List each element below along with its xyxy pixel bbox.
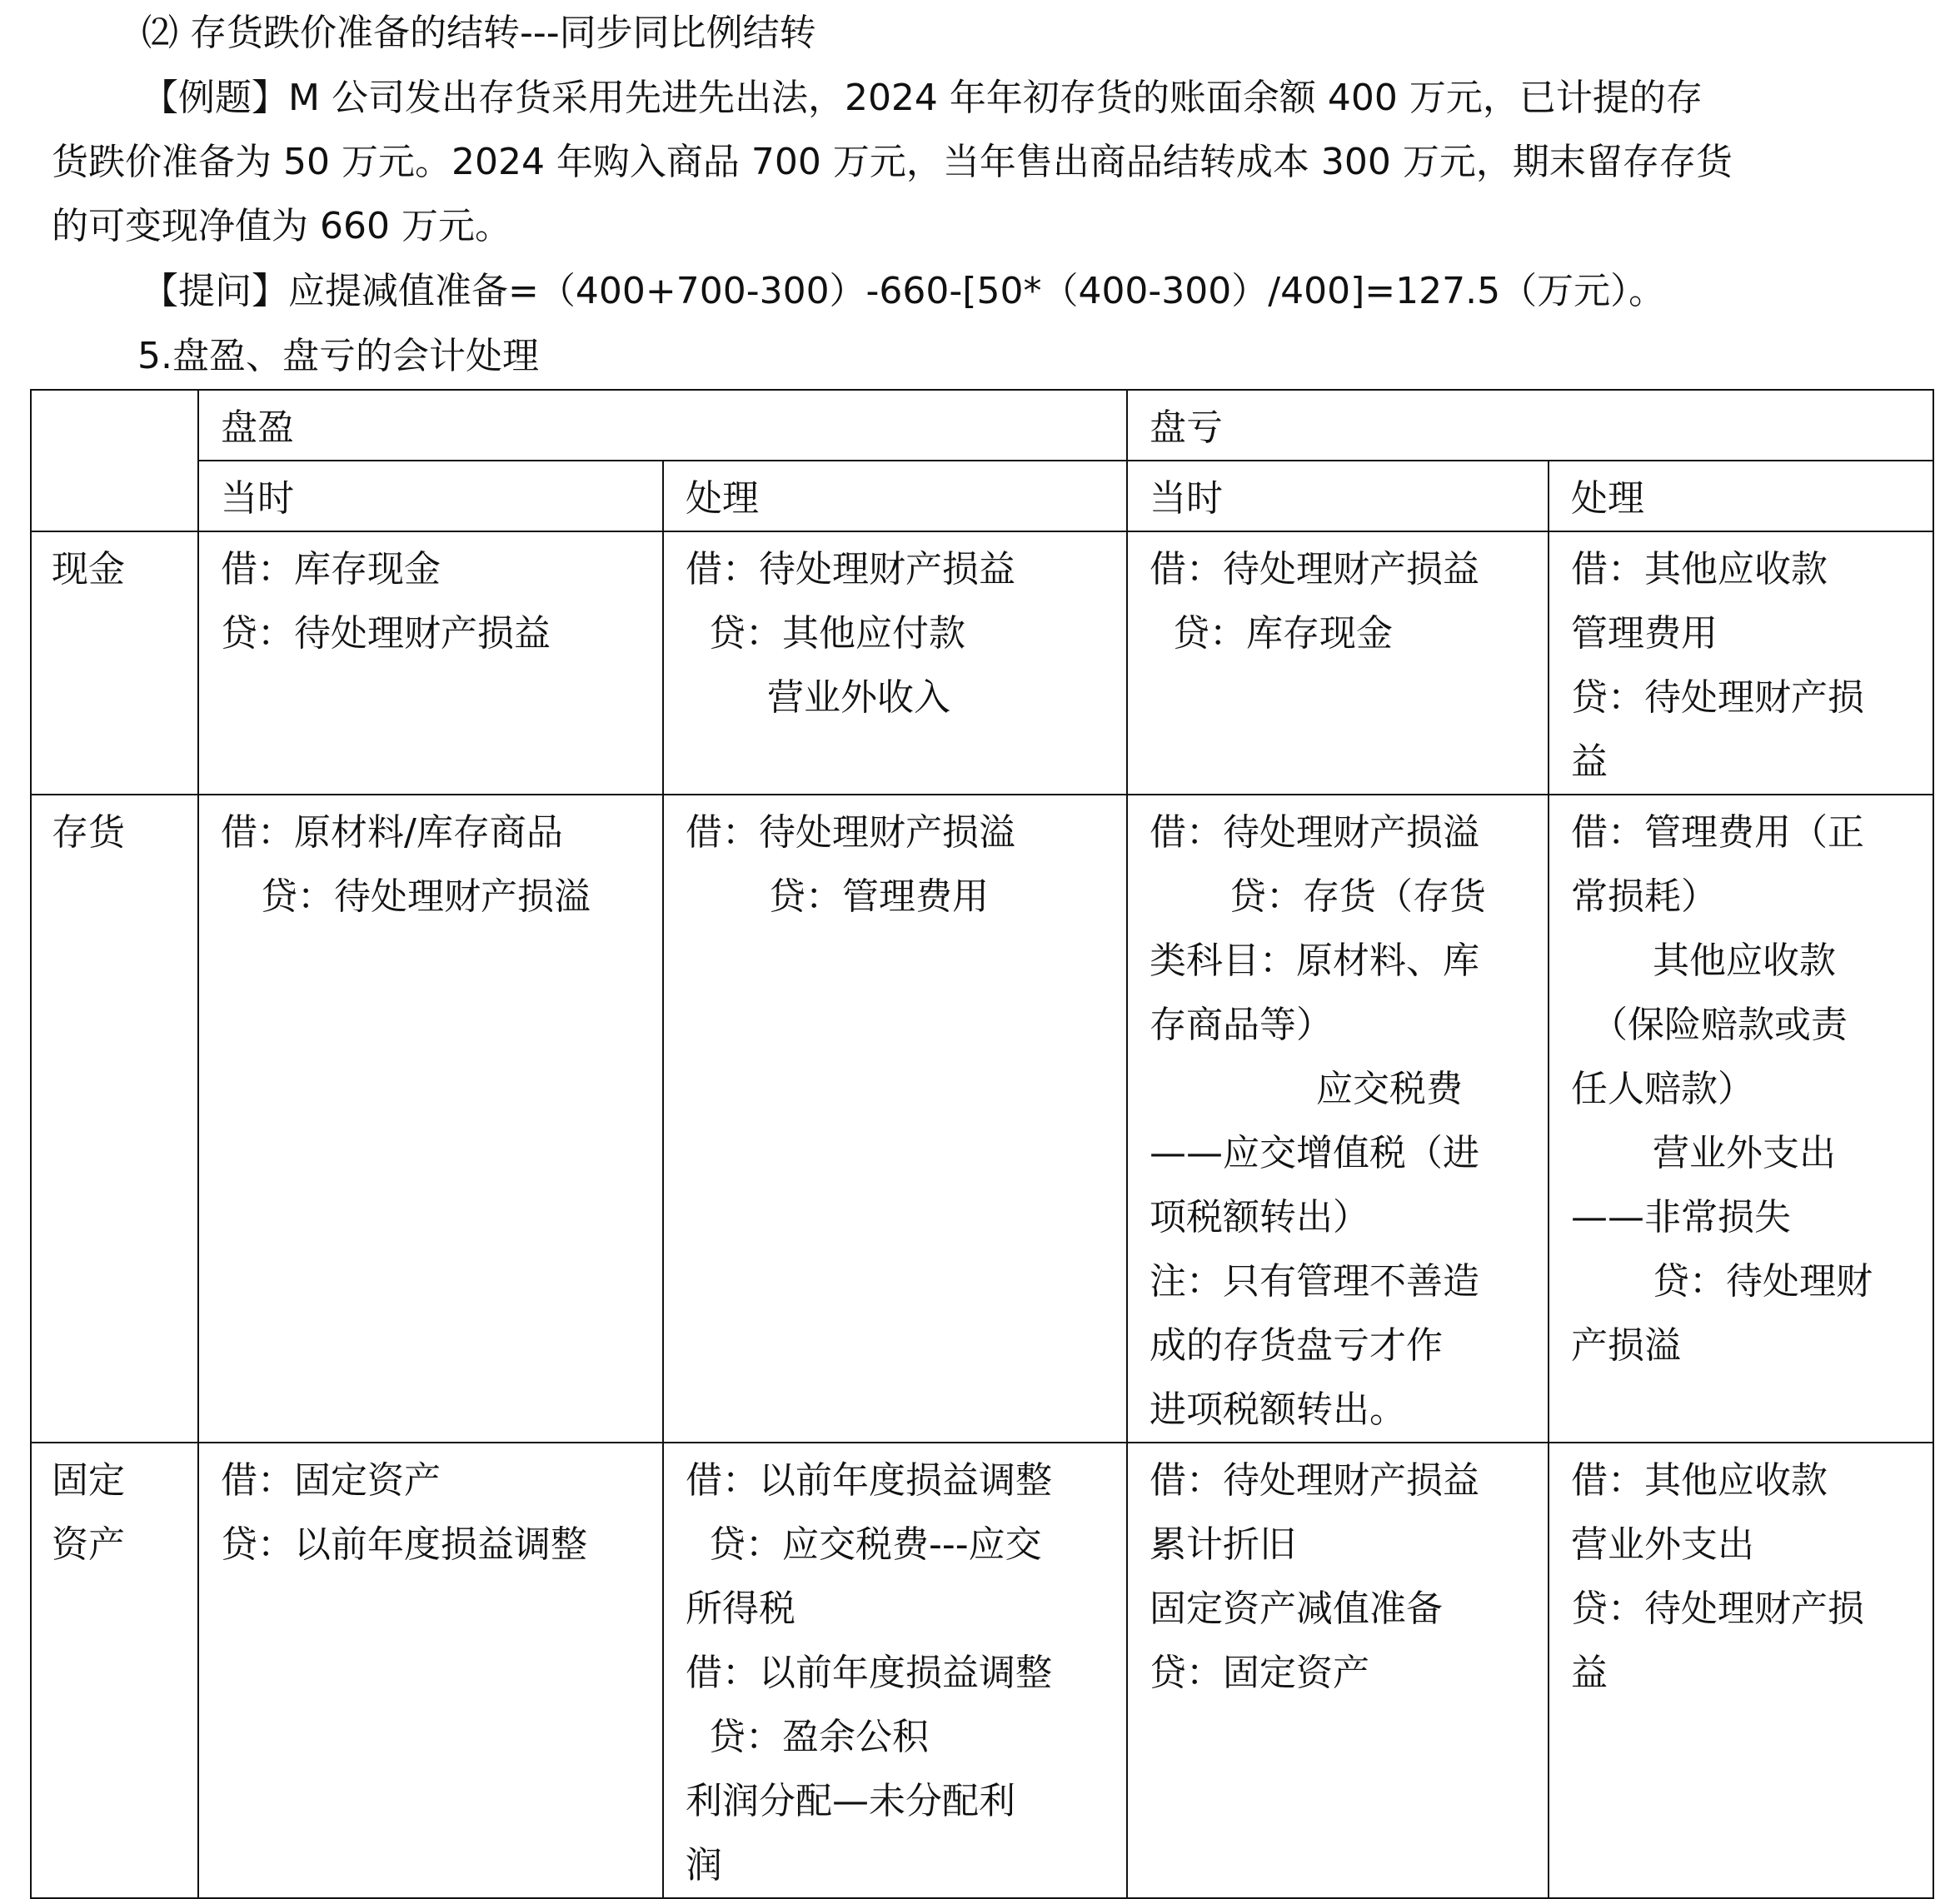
entry-line: ——应交增值税（进 (1150, 1132, 1479, 1174)
entry-line: 贷：以前年度损益调整 (221, 1523, 587, 1566)
entry-line: 借：待处理财产损溢 (1150, 811, 1479, 854)
header-surplus: 盘盈 (198, 390, 1127, 461)
entry-line: 借：固定资产 (221, 1459, 441, 1502)
subheader-loss-at-time: 当时 (1127, 461, 1549, 531)
cell-fixed-assets-surplus-at-time (198, 1443, 663, 1898)
section-heading-surplus-loss: 5.盘盈、盘亏的会计处理 (137, 335, 539, 377)
row-label-cash: 现金 (31, 531, 198, 795)
row-label-line: 资产 (52, 1523, 125, 1566)
entry-line: 润 (686, 1844, 722, 1887)
entry-line: 管理费用 (1571, 612, 1718, 655)
entry-line: 贷：存货（存货 (1229, 875, 1486, 918)
entry-line: 借：待处理财产损益 (1150, 548, 1479, 591)
entry-line: 营业外支出 (1653, 1132, 1836, 1174)
entry-line: 存商品等） (1150, 1004, 1333, 1046)
cell-inventory-surplus-handle (663, 795, 1127, 1443)
entry-line: 贷：盈余公积 (709, 1716, 929, 1758)
entry-line: 进项税额转出。 (1150, 1388, 1406, 1431)
entry-line: ——非常损失 (1571, 1196, 1791, 1239)
entry-line: 贷：待处理财产损 (1571, 1587, 1864, 1630)
entry-line: 项税额转出） (1150, 1196, 1369, 1239)
entry-line: 借：以前年度损益调整 (686, 1459, 1052, 1502)
entry-line: 益 (1571, 1652, 1608, 1694)
empty-corner-cell (31, 390, 198, 531)
subheader-surplus-handle: 处理 (663, 461, 1127, 531)
entry-line: 营业外支出 (1571, 1523, 1754, 1566)
entry-line: 所得税 (686, 1587, 795, 1630)
entry-line: 借：待处理财产损益 (686, 548, 1015, 591)
cell-fixed-assets-surplus-handle (663, 1443, 1127, 1898)
cell-fixed-assets-loss-handle (1549, 1443, 1933, 1898)
entry-line: 贷：固定资产 (1150, 1652, 1369, 1694)
cell-cash-surplus-at-time (198, 531, 663, 795)
entry-line: 营业外收入 (767, 676, 950, 719)
entry-line: 贷：待处理财产损 (1571, 676, 1864, 719)
entry-line: 固定资产减值准备 (1150, 1587, 1443, 1630)
entry-line: 益 (1571, 740, 1608, 783)
entry-line: 利润分配—未分配利 (686, 1780, 1015, 1822)
entry-line: 应交税费 (1316, 1068, 1463, 1110)
entry-line: 贷：待处理财产损溢 (261, 875, 591, 918)
example-paragraph-line-2: 货跌价准备为 50 万元。2024 年购入商品 700 万元，当年售出商品结转成本 300 万元，期末留存存货 (52, 141, 1733, 183)
cell-cash-loss-handle (1549, 531, 1933, 795)
surplus-loss-accounting-table (30, 389, 1934, 1899)
entry-line: 贷：待处理财 (1653, 1260, 1873, 1303)
row-label-line: 固定 (52, 1459, 125, 1502)
table-subheader-row (31, 461, 1933, 531)
section-heading-inventory-reserve: ⑵ 存货跌价准备的结转---同步同比例结转 (142, 12, 816, 54)
table-row-cash (31, 531, 1933, 795)
table-header-row (31, 390, 1933, 461)
cell-cash-loss-at-time (1127, 531, 1549, 795)
entry-line: 类科目：原材料、库 (1150, 940, 1479, 982)
entry-line: 借：库存现金 (221, 548, 441, 591)
entry-line: 成的存货盘亏才作 (1150, 1324, 1443, 1367)
entry-line: 注：只有管理不善造 (1150, 1260, 1479, 1303)
table-row-fixed-assets (31, 1443, 1933, 1898)
subheader-loss-handle: 处理 (1549, 461, 1933, 531)
entry-line: 借：以前年度损益调整 (686, 1652, 1052, 1694)
cell-inventory-surplus-at-time (198, 795, 663, 1443)
cell-fixed-assets-loss-at-time (1127, 1443, 1549, 1898)
entry-line: 贷：管理费用 (769, 875, 989, 918)
entry-line: 借：待处理财产损益 (1150, 1459, 1479, 1502)
entry-line: 贷：库存现金 (1173, 612, 1393, 655)
entry-line: 其他应收款 (1653, 940, 1836, 982)
entry-line: 借：待处理财产损溢 (686, 811, 1015, 854)
entry-line: 借：其他应收款 (1571, 1459, 1828, 1502)
entry-line: 常损耗） (1571, 875, 1718, 918)
entry-line: 借：管理费用（正 (1571, 811, 1864, 854)
question-paragraph: 【提问】应提减值准备=（400+700-300）-660-[50*（400-300）/400]=127.5（万元）。 (142, 270, 1666, 312)
row-label-fixed-assets (31, 1443, 198, 1898)
table-row-inventory (31, 795, 1933, 1443)
cell-cash-surplus-handle (663, 531, 1127, 795)
entry-line: 贷：其他应付款 (709, 612, 965, 655)
entry-line: 累计折旧 (1150, 1523, 1296, 1566)
header-loss: 盘亏 (1127, 390, 1933, 461)
row-label-inventory: 存货 (31, 795, 198, 1443)
entry-line: （保险赔款或责 (1591, 1004, 1848, 1046)
entry-line: 产损溢 (1571, 1324, 1681, 1367)
example-paragraph-line-1: 【例题】M 公司发出存货采用先进先出法，2024 年年初存货的账面余额 400 万元，已计提的存 (142, 77, 1703, 119)
entry-line: 任人赔款） (1571, 1068, 1754, 1110)
entry-line: 借：其他应收款 (1571, 548, 1828, 591)
entry-line: 贷：应交税费---应交 (709, 1523, 1042, 1566)
cell-inventory-loss-handle (1549, 795, 1933, 1443)
cell-inventory-loss-at-time (1127, 795, 1549, 1443)
entry-line: 借：原材料/库存商品 (221, 811, 563, 854)
example-paragraph-line-3: 的可变现净值为 660 万元。 (52, 205, 511, 247)
entry-line: 贷：待处理财产损益 (221, 612, 551, 655)
subheader-surplus-at-time: 当时 (198, 461, 663, 531)
